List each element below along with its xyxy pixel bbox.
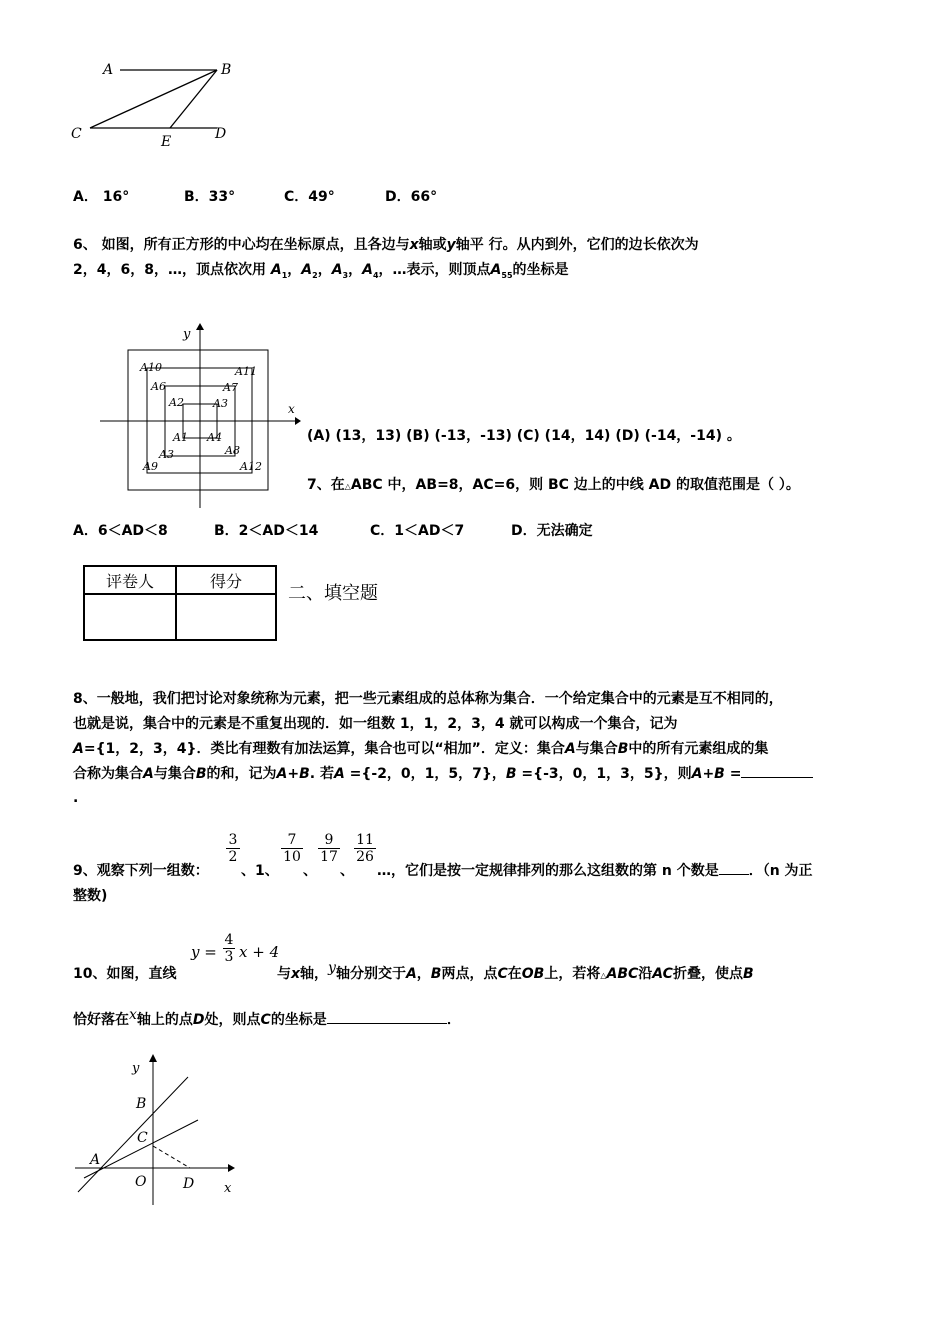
q10-g: 上，若将 bbox=[544, 966, 601, 982]
label-A: A bbox=[103, 62, 114, 78]
q8-l3-a2: A bbox=[564, 741, 576, 757]
label-a2: A2 bbox=[169, 396, 184, 409]
q10-eq-den: 3 bbox=[224, 949, 234, 965]
q9-fraction-4 bbox=[354, 832, 376, 865]
q10-C2: C bbox=[260, 1012, 271, 1028]
q6-x: x bbox=[409, 237, 419, 253]
fig3-label-A: A bbox=[90, 1152, 101, 1168]
q10-l2-d: 的坐标是 bbox=[270, 1012, 327, 1028]
q10-ABC: ABC bbox=[606, 966, 639, 982]
q9-sep3: 、 bbox=[340, 863, 354, 879]
q6-mid: 轴或 bbox=[418, 237, 447, 253]
q5-option-c: C．49° bbox=[284, 189, 335, 205]
q8-l3-end: 中的所有元素组成的集 bbox=[628, 741, 769, 757]
label-a5-a3: A3 bbox=[159, 448, 174, 461]
q6-line1 bbox=[73, 236, 699, 254]
q10-l2-end: ． bbox=[446, 1012, 461, 1028]
score-table-header-score: 得分 bbox=[176, 566, 276, 594]
q8-l4-sum: A+B bbox=[276, 766, 310, 782]
q9-f4-den: 26 bbox=[354, 848, 376, 865]
axis-y-label: y bbox=[183, 327, 191, 342]
figure-line-fold bbox=[70, 1050, 245, 1210]
label-B: B bbox=[221, 62, 232, 78]
q8-answer-blank[interactable] bbox=[741, 777, 813, 778]
q10-C: C bbox=[497, 966, 508, 982]
q10-d: ， bbox=[416, 966, 431, 982]
q8-l3-b: B bbox=[617, 741, 629, 757]
label-a9: A9 bbox=[143, 460, 158, 473]
q5-option-b: B．33° bbox=[184, 189, 236, 205]
q8-l4-e: ={-2，0，1，5，7}， bbox=[344, 766, 506, 782]
q10-e: 两点，点 bbox=[441, 966, 498, 982]
q6-line1-text: 6、 如图，所有正方形的中心均在坐标原点，且各边与 bbox=[73, 237, 410, 253]
q6-line2-mid: …表示，则顶点 bbox=[392, 262, 491, 278]
q9-f2-den: 10 bbox=[281, 848, 303, 865]
q10-a: 与 bbox=[277, 966, 291, 982]
label-a8: A8 bbox=[225, 444, 240, 457]
label-a10: A10 bbox=[140, 361, 162, 374]
label-a1: A1 bbox=[173, 431, 188, 444]
q10-x2: x bbox=[129, 1007, 137, 1023]
q6-line2-start: 2，4，6，8，…，顶点依次用 bbox=[73, 262, 266, 278]
q8-l4-g: = bbox=[724, 766, 742, 782]
q10-eq-y: y = bbox=[191, 943, 217, 961]
q6-line2: 2，4，6，8，…，顶点依次用 $A_1$，$A_2$，$A_3$，$A_4$，…表示，则顶点$A_{55}$的坐标是 bbox=[73, 262, 569, 280]
score-table-score-cell[interactable] bbox=[176, 594, 276, 640]
q7-option-d: D．无法确定 bbox=[511, 523, 593, 539]
q8-l4-c: 的和，记为 bbox=[206, 766, 277, 782]
q10-eq-rest: x + 4 bbox=[239, 943, 280, 961]
label-D: D bbox=[215, 126, 227, 142]
q7-option-a: A．6＜AD＜8 bbox=[73, 523, 168, 539]
q7-rest: ABC 中，AB=8，AC=6，则 BC 边上的中线 AD 的取值范围是（ ）。 bbox=[350, 477, 800, 493]
q10-line1-rest bbox=[277, 960, 754, 985]
q10-h: 沿 bbox=[638, 966, 653, 982]
q10-equation bbox=[191, 930, 281, 980]
q6-sub1: 1 bbox=[281, 270, 288, 280]
q9-f3-den: 17 bbox=[318, 848, 340, 865]
q10-answer-blank[interactable] bbox=[327, 1023, 447, 1024]
fig3-label-O: O bbox=[135, 1174, 147, 1190]
label-a11: A11 bbox=[235, 365, 257, 378]
q10-l2-a: 恰好落在 bbox=[73, 1012, 129, 1028]
q8-l4-setA: A bbox=[143, 766, 154, 782]
q6-a1: A bbox=[270, 262, 282, 278]
q8-l4-setB: B bbox=[195, 766, 207, 782]
q6-sub2: 2 bbox=[312, 270, 318, 280]
q8-l4-f: ={-3，0，1，3，5}，则 bbox=[516, 766, 692, 782]
q6-sub55: 55 bbox=[501, 270, 513, 280]
q8-l4-setB2: B bbox=[505, 766, 517, 782]
q7-option-b: B．2＜AD＜14 bbox=[214, 523, 319, 539]
q8-line3 bbox=[73, 740, 768, 758]
q9-sep1: 、1、 bbox=[241, 863, 279, 879]
q9-fraction-1 bbox=[226, 832, 240, 865]
q10-OB: OB bbox=[521, 966, 545, 982]
q5-option-a: A． 16° bbox=[73, 189, 130, 205]
label-E: E bbox=[161, 134, 172, 150]
q10-b: 轴， bbox=[300, 966, 329, 982]
q6-line1-end: 轴平 行。从内到外，它们的边长依次为 bbox=[455, 237, 699, 253]
q10-l2-b: 轴上的点 bbox=[136, 1012, 193, 1028]
q9-sep2: 、 bbox=[303, 863, 317, 879]
q10-start: 10、如图，直线 bbox=[73, 966, 177, 982]
figure-parallel-lines bbox=[65, 58, 245, 153]
q9-rest-text: …，它们是按一定规律排列的那么这组数的第 n 个数是 bbox=[377, 863, 719, 879]
q9-f1-den: 2 bbox=[226, 848, 240, 865]
fig3-label-C: C bbox=[137, 1130, 148, 1146]
q10-B: B bbox=[430, 966, 442, 982]
q6-y: y bbox=[446, 237, 456, 253]
q9-end: ．（n 为正 bbox=[748, 863, 813, 879]
q7-question bbox=[307, 476, 800, 496]
q7-triangle: △ bbox=[344, 482, 351, 491]
q6-a2: A bbox=[301, 262, 313, 278]
score-table-header-grader: 评卷人 bbox=[84, 566, 176, 594]
q10-x: x bbox=[291, 966, 301, 982]
score-table bbox=[83, 565, 277, 641]
q10-y: y bbox=[328, 960, 336, 976]
label-a4: A4 bbox=[207, 431, 222, 444]
q9-start: 9、观察下列一组数： bbox=[73, 863, 209, 879]
q8-l4-sum2: A+B bbox=[691, 766, 725, 782]
q9-fraction-2 bbox=[281, 832, 303, 865]
q10-A: A bbox=[405, 966, 417, 982]
q8-line4 bbox=[73, 765, 813, 783]
q6-a55: A bbox=[490, 262, 502, 278]
q9-fraction-3 bbox=[318, 832, 340, 865]
q6-a3: A bbox=[331, 262, 343, 278]
score-table-grader-cell[interactable] bbox=[84, 594, 176, 640]
q10-c: 轴分别交于 bbox=[335, 966, 406, 982]
q6-line2-end: 的坐标是 bbox=[512, 262, 569, 278]
q8-l4-a: 合称为集合 bbox=[73, 766, 143, 782]
q9-answer-blank[interactable] bbox=[719, 874, 749, 875]
q10-B2: B bbox=[742, 966, 754, 982]
q8-l3-a: A bbox=[73, 741, 84, 757]
q10-eq-num: 4 bbox=[224, 932, 234, 948]
q8-l3-text: ={1，2，3，4}．类比有理数有加法运算，集合也可以“相加”．定义：集合 bbox=[83, 741, 565, 757]
q6-sub3: 3 bbox=[342, 270, 349, 280]
q7-start: 7、在 bbox=[307, 477, 345, 493]
q9-rest bbox=[377, 862, 813, 880]
label-a6: A6 bbox=[151, 380, 166, 393]
fig3-label-y: y bbox=[132, 1061, 140, 1076]
q9-f2-num: 7 bbox=[287, 832, 297, 848]
q6-a4: A bbox=[362, 262, 373, 278]
axis-x-label: x bbox=[288, 402, 295, 416]
q8-l4-b: 与集合 bbox=[153, 766, 196, 782]
q8-l4-d: . 若 bbox=[309, 766, 334, 782]
label-a7: A7 bbox=[223, 381, 238, 394]
q10-f: 在 bbox=[507, 966, 522, 982]
q8-line1: 8、一般地，我们把讨论对象统称为元素，把一些元素组成的总体称为集合．一个给定集合中的元素是互不相同的， bbox=[73, 691, 783, 707]
q10-line2 bbox=[73, 1007, 461, 1029]
section-2-title: 二、填空题 bbox=[288, 583, 378, 604]
label-a3: A3 bbox=[213, 397, 228, 410]
q9-line2: 整数) bbox=[73, 888, 108, 904]
q9-f4-num: 11 bbox=[356, 832, 374, 848]
q10-tri: △ bbox=[600, 971, 607, 980]
q10-D: D bbox=[192, 1012, 205, 1028]
q8-line5: . bbox=[73, 790, 79, 806]
figure-nested-squares bbox=[95, 320, 305, 510]
q8-line2: 也就是说，集合中的元素是不重复出现的．如一组数 1，1，2，3，4 就可以构成一个集合，记为 bbox=[73, 716, 678, 732]
fig3-label-x: x bbox=[224, 1181, 232, 1196]
q6-options: (A) (13，13) (B) (-13，-13) (C) (14，14) (D) (-14，-14) 。 bbox=[307, 428, 741, 444]
q7-option-c: C．1＜AD＜7 bbox=[370, 523, 465, 539]
q10-AC: AC bbox=[652, 966, 673, 982]
q8-l4-setA2: A bbox=[333, 766, 345, 782]
label-C: C bbox=[71, 126, 82, 142]
q9-f1-num: 3 bbox=[228, 832, 238, 848]
fig3-label-D: D bbox=[183, 1176, 195, 1192]
q6-sub4: 4 bbox=[372, 270, 379, 280]
q10-i: 折叠，使点 bbox=[672, 966, 743, 982]
q9-f3-num: 9 bbox=[324, 832, 334, 848]
q5-option-d: D．66° bbox=[385, 189, 438, 205]
q10-eq-fraction bbox=[223, 932, 235, 965]
q8-l3-mid: 与集合 bbox=[575, 741, 618, 757]
fig3-label-B: B bbox=[136, 1096, 147, 1112]
q10-l2-c: 处，则点 bbox=[204, 1012, 261, 1028]
label-a12: A12 bbox=[240, 460, 262, 473]
